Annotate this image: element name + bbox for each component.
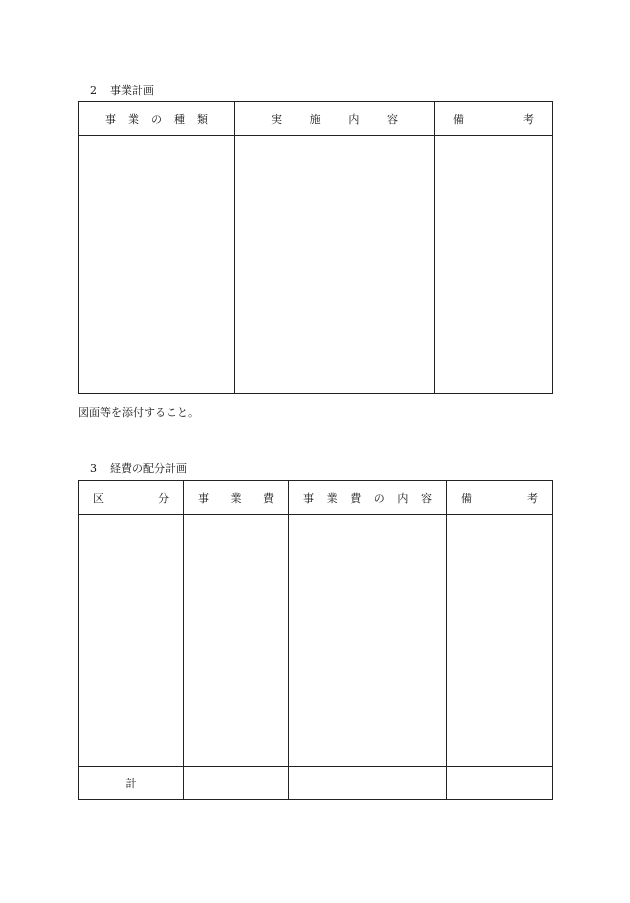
expense-entry-row xyxy=(79,515,553,767)
section3-heading xyxy=(90,460,187,476)
entry-cost-details[interactable] xyxy=(289,515,447,767)
section2-number: 2 xyxy=(90,84,97,97)
header-remarks: 備 考 xyxy=(435,102,553,136)
entry-implementation-content[interactable] xyxy=(235,136,435,394)
section2-title: 事業計画 xyxy=(110,84,154,97)
section2-heading xyxy=(90,82,154,98)
entry-category[interactable] xyxy=(79,515,184,767)
header-cost-details: 事 業 費 の 内 容 xyxy=(289,481,447,515)
header-expense-remarks: 備 考 xyxy=(447,481,553,515)
entry-business-type[interactable] xyxy=(79,136,235,394)
business-plan-table xyxy=(78,101,553,394)
business-plan-entry-row xyxy=(79,136,553,394)
entry-remarks[interactable] xyxy=(435,136,553,394)
header-category: 区 分 xyxy=(79,481,184,515)
section3-number: 3 xyxy=(90,462,97,475)
expense-allocation-table xyxy=(78,480,553,800)
total-label: 計 xyxy=(79,767,184,800)
entry-expense-remarks[interactable] xyxy=(447,515,553,767)
expense-header-row xyxy=(79,481,553,515)
header-implementation-content: 実 施 内 容 xyxy=(235,102,435,136)
total-cost-details[interactable] xyxy=(289,767,447,800)
header-business-cost: 事 業 費 xyxy=(184,481,289,515)
total-business-cost[interactable] xyxy=(184,767,289,800)
total-remarks[interactable] xyxy=(447,767,553,800)
business-plan-header-row xyxy=(79,102,553,136)
header-business-type: 事 業 の 種 類 xyxy=(79,102,235,136)
entry-business-cost[interactable] xyxy=(184,515,289,767)
attachment-note: 図面等を添付すること。 xyxy=(78,406,199,419)
expense-total-row xyxy=(79,767,553,800)
section3-title: 経費の配分計画 xyxy=(110,462,187,475)
